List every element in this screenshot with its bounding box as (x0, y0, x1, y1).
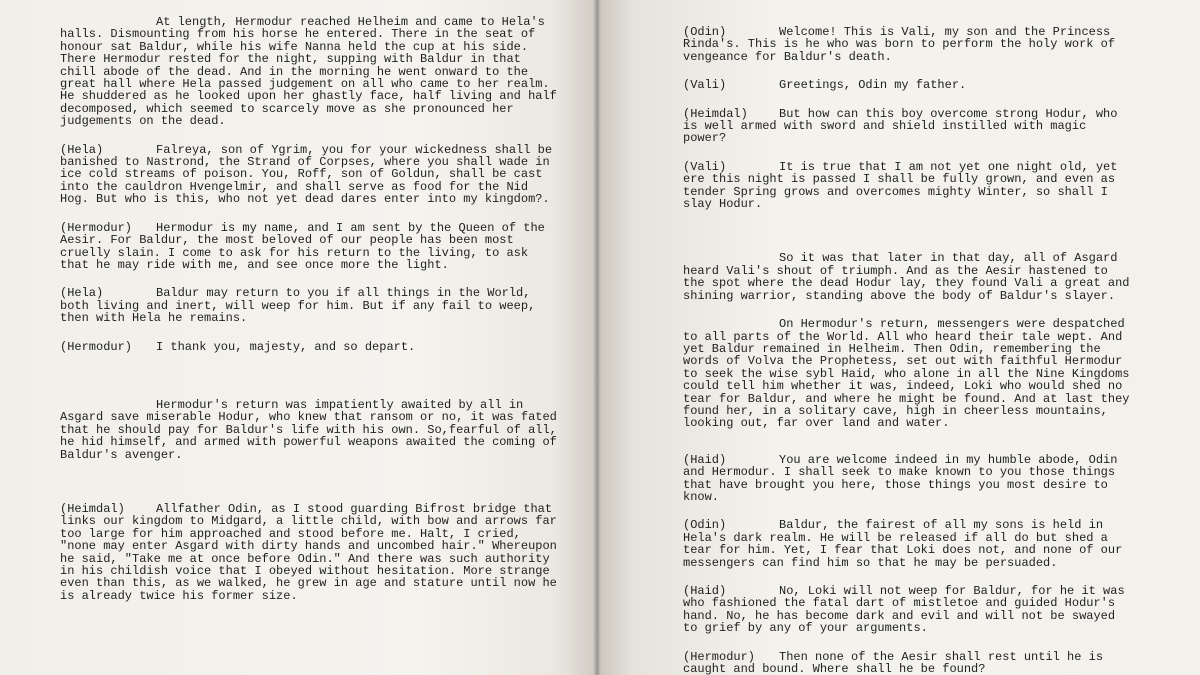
dialogue-text: It is true that I am not yet one night old, yet ere this night is passed I shall be fully grown, and even as tender Spring grows and overcomes mighty Winter, so shall I slay Hodur. (683, 159, 1125, 212)
right-page (597, 0, 1200, 675)
speaker-name: (Hela) (60, 286, 104, 301)
dialogue-text: No, Loki will not weep for Baldur, for he it was who fashioned the fatal dart of mistletoe and guided Hodur's hand. No, he has become dark and evil and will not be swayed to grief by any of your arguments. (683, 584, 1132, 636)
speaker-name: (Vali) (683, 78, 727, 93)
speaker-name: (Haid) (683, 584, 727, 598)
dialogue-text: Then none of the Aesir shall rest until he is caught and bound. Where shall he be found? (683, 649, 1111, 675)
speaker-name: (Hermodur) (60, 339, 133, 354)
dialogue-line (683, 108, 1136, 145)
dialogue-text: Allfather Odin, as I stood guarding Bifrost bridge that links our kingdom to Midgard, a little child, with bow and arrows far too large for him approached and stood before me. Halt, I cried, "none may enter Asgard with dirty hands and uncombed hair." Whereupon he said, "Take me at once before Odin." And there was such authority in his childish voice that I obeyed without hesitation. More strange even than this, as we walked, he grew in age and stature until now he is already twice his former size. (60, 501, 565, 603)
dialogue-line (60, 144, 561, 206)
speaker-name: (Vali) (683, 159, 727, 174)
dialogue-line (60, 287, 561, 324)
dialogue-text: Hermodur is my name, and I am sent by the Queen of the Aesir. For Baldur, the most beloved of our people has been most cruelly slain. I come to ask for his return to the living, to ask that he may ride with me, and see once more the light. (60, 220, 553, 272)
dialogue-line (683, 519, 1136, 569)
speaker-name: (Heimdal) (60, 501, 125, 516)
left-page (0, 0, 597, 675)
dialogue-line (60, 222, 561, 272)
dialogue-line (683, 585, 1136, 635)
dialogue-text: But how can this boy overcome strong Hodur, who is well armed with sword and shield instilled with magic power? (683, 106, 1125, 146)
dialogue-text: Baldur, the fairest of all my sons is held in Hela's dark realm. He will be released if all do but shed a tear for him. Yet, I fear that Loki does not, and none of our messengers can find him so that he may be persuaded. (683, 518, 1130, 570)
dialogue-text: You are welcome indeed in my humble abode, Odin and Hermodur. I shall seek to make known to you those things that have brought you here, those things you most desire to know. (683, 452, 1125, 504)
dialogue-text: I thank you, majesty, and so depart. (156, 339, 416, 354)
dialogue-text: Falreya, son of Ygrim, you for your wickedness shall be banished to Nastrond, the Strand of Corpses, where you shall wade in ice cold streams of poison. You, Roff, son of Goldun, shall be cast into the cauldron Hvengelmir, and shall serve as food for the Nid Hog. But who is this, who not yet dead dares enter into my kingdom?. (60, 142, 560, 207)
speaker-name: (Hermodur) (683, 649, 756, 664)
dialogue-text: Welcome! This is Vali, my son and the Princess Rinda's. This is he who was born to perform the holy work of vengeance for Baldur's death. (683, 25, 1123, 64)
speaker-name: (Odin) (683, 518, 727, 533)
speaker-name: (Haid) (683, 452, 727, 467)
dialogue-line (60, 501, 565, 603)
speaker-name: (Hela) (60, 142, 104, 157)
speaker-name: (Odin) (683, 25, 727, 39)
dialogue-text: Greetings, Odin my father. (779, 78, 967, 93)
speaker-name: (Hermodur) (60, 220, 133, 235)
narrative-paragraph: Hermodur's return was impatiently awaited by all in Asgard save miserable Hodur, who knew that ransom or no, it was fated that he should pay for Baldur's life with his own. So,fearful of all, he hid himself, and armed with powerful weapons awaited the coming of Baldur's avenger. (60, 397, 565, 462)
dialogue-line (683, 651, 1136, 675)
narrative-paragraph: At length, Hermodur reached Helheim and came to Hela's halls. Dismounting from his horse he entered. There in the seat of honour sat Baldur, while his wife Nanna held the cup at his side. There Hermodur rested for the night, supping with Baldur in that chill abode of the dead. And in the morning he went onward to the great hall where Hela passed judgement on all who came to her realm. He shuddered as he looked upon her ghastly face, half living and half decomposed, which seemed to scarcely move as she pronounced her judgements on the dead. (60, 15, 565, 129)
dialogue-line (683, 26, 1136, 63)
dialogue-line (683, 79, 1136, 91)
narrative-paragraph: So it was that later in that day, all of Asgard heard Vali's shout of triumph. And as the Aesir hastened to the spot where the dead Hodur lay, they found Vali a great and shining warrior, standing above the body of Baldur's slayer. (683, 251, 1137, 303)
narrative-paragraph: On Hermodur's return, messengers were despatched to all parts of the World. All who heard their tale wept. And yet Baldur remained in Helheim. Then Odin, remembering the words of Volva the Prophetess, set out with faithful Hermodur to seek the wise sybl Haid, who alone in all the Nine Kingdoms could tell him whether it was, indeed, Loki who would shed no tear for Baldur, and where he might be found. And at last they found her, in a solitary cave, high in cheerless mountains, looking out, far over land and water. (683, 317, 1137, 431)
dialogue-line (60, 341, 561, 353)
dialogue-line (683, 454, 1136, 504)
dialogue-text: Baldur may return to you if all things in the World, both living and inert, will weep for him. But if any fail to weep, then with Hela he remains. (60, 286, 543, 326)
speaker-name: (Heimdal) (683, 106, 748, 121)
dialogue-line (683, 161, 1136, 211)
